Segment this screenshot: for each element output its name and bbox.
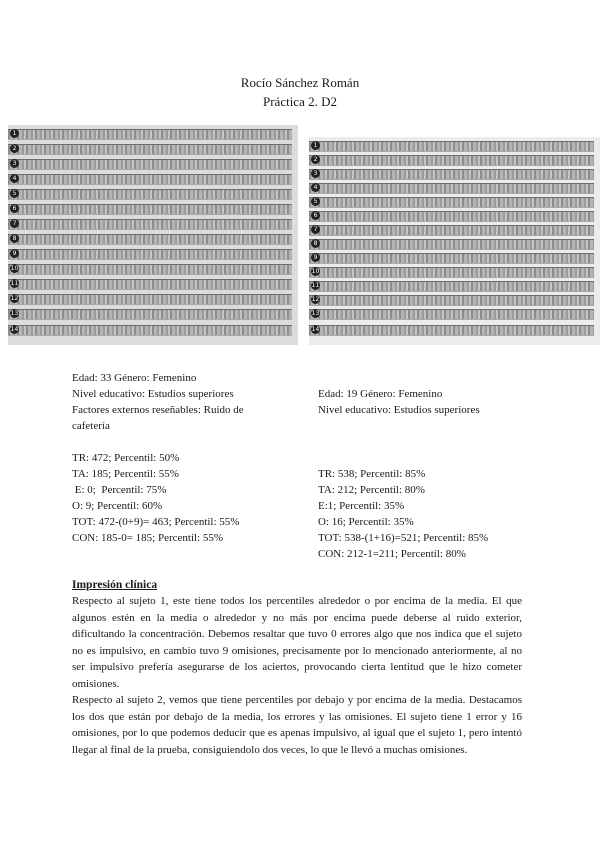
- test-row: [309, 211, 594, 222]
- test-row: [8, 129, 292, 140]
- test-row: [309, 295, 594, 306]
- row-number: 10: [10, 265, 19, 272]
- row-number: 3: [311, 169, 320, 178]
- row-number: 7: [10, 219, 19, 228]
- test-row: [8, 159, 292, 170]
- test-row: [309, 309, 594, 320]
- row-number: 6: [10, 204, 19, 213]
- test-row: [309, 281, 594, 292]
- test-row: [309, 183, 594, 194]
- practice-title: Práctica 2. D2: [262, 94, 337, 109]
- row-number: 5: [10, 189, 19, 198]
- row-number: 3: [10, 159, 19, 168]
- test-row: [8, 249, 292, 260]
- subject1-score-e: E: 0; Percentil: 75%: [72, 484, 167, 496]
- row-number: 9: [311, 253, 320, 262]
- row-number: 14: [10, 326, 19, 333]
- test-row: [309, 253, 594, 264]
- subject1-age-gender: Edad: 33 Género: Femenino: [72, 372, 197, 384]
- subject1-score-ta: TA: 185; Percentil: 55%: [72, 468, 179, 480]
- row-number: 6: [311, 211, 320, 220]
- test-row: [309, 155, 594, 166]
- subject1-score-con: CON: 185-0= 185; Percentil: 55%: [72, 532, 224, 544]
- test-row: [309, 267, 594, 278]
- spacer: [318, 418, 538, 434]
- test-row: [309, 197, 594, 208]
- clinical-impression-section: [72, 577, 522, 758]
- clinical-impression-subject1: Respecto al sujeto 1, este tiene todos los percentiles alrededor o por encima de la media. El que algunos estén en la media o alrededor y no más por encima puede deberse al ruido exterior, dificultando la concentración. Debemos resaltar que tuvo 0 errores algo que nos indica que el sujeto no es impulsivo, en cambio tuvo 9 omisiones, precisamente por lo mencionado anteriormente, al no ser impulsivo prefería asegurarse de los aciertos, provocando cierta lentitud que le hizo cometer omisiones.: [72, 595, 522, 690]
- test-row: [8, 234, 292, 245]
- subject2-score-tot: TOT: 538-(1+16)=521; Percentil: 85%: [318, 532, 489, 544]
- row-number: 2: [10, 144, 19, 153]
- test-row: [309, 239, 594, 250]
- row-number: 4: [311, 183, 320, 192]
- subject2-score-tr: TR: 538; Percentil: 85%: [318, 468, 426, 480]
- subject2-age-gender: Edad: 19 Género: Femenino: [318, 388, 443, 400]
- subject1-external-factors: Factores externos reseñables: Ruido de: [72, 404, 244, 416]
- test-row: [8, 144, 292, 155]
- clinical-impression-subject2: Respecto al sujeto 2, vemos que tiene percentiles por debajo y por encima de la media. Destacamos los dos que están por debajo de la media, los errores y las omisiones. El sujeto tiene 1 error y 16 omisiones, por lo que podemos deducir que es apenas impulsivo, al igual que el sujeto 1, pero intentó llegar al final de la prueba, consiguiendolo dos veces, lo que le llevó a muchas omisiones.: [72, 694, 522, 756]
- subject1-education: Nivel educativo: Estudios superiores: [72, 388, 234, 400]
- row-number: 11: [10, 280, 19, 287]
- test-row: [309, 169, 594, 180]
- test-row: [8, 279, 292, 290]
- row-number: 1: [10, 129, 19, 138]
- clinical-impression-title: Impresión clínica: [72, 579, 158, 591]
- subject1-score-tr: TR: 472; Percentil: 50%: [72, 452, 180, 464]
- subject1-score-tot: TOT: 472-(0+9)= 463; Percentil: 55%: [72, 516, 240, 528]
- subject1-info: [72, 370, 294, 546]
- row-number: 9: [10, 249, 19, 258]
- test-sheet-photo-1: [8, 125, 298, 345]
- row-number: 4: [10, 174, 19, 183]
- row-number: 8: [311, 239, 320, 248]
- test-row: [8, 325, 292, 336]
- row-number: 14: [311, 326, 320, 333]
- test-row: [8, 264, 292, 275]
- row-number: 7: [311, 225, 320, 234]
- test-row: [8, 219, 292, 230]
- row-number: 1: [311, 141, 320, 150]
- row-number: 2: [311, 155, 320, 164]
- test-row: [8, 294, 292, 305]
- test-row: [8, 309, 292, 320]
- row-number: 8: [10, 234, 19, 243]
- spacer: [318, 450, 538, 466]
- test-row: [309, 225, 594, 236]
- row-number: 13: [311, 310, 320, 317]
- test-row: [8, 174, 292, 185]
- spacer: [72, 434, 294, 450]
- row-number: 12: [10, 295, 19, 302]
- subject2-education: Nivel educativo: Estudios superiores: [318, 404, 480, 416]
- subject2-score-con: CON: 212-1=211; Percentil: 80%: [318, 548, 466, 560]
- subject1-score-o: O: 9; Percentil: 60%: [72, 500, 163, 512]
- row-number: 12: [311, 296, 320, 303]
- test-row: [8, 204, 292, 215]
- row-number: 11: [311, 282, 320, 289]
- subject1-external-factors-cont: cafetería: [72, 420, 110, 432]
- subject2-info: [318, 386, 538, 562]
- test-sheet-photo-2: [309, 137, 600, 345]
- subject2-score-o: O: 16; Percentil: 35%: [318, 516, 414, 528]
- test-row: [8, 189, 292, 200]
- row-number: 5: [311, 197, 320, 206]
- test-row: [309, 141, 594, 152]
- test-row: [309, 325, 594, 336]
- document-header: [0, 73, 600, 111]
- subject2-score-ta: TA: 212; Percentil: 80%: [318, 484, 425, 496]
- spacer: [318, 434, 538, 450]
- row-number: 13: [10, 310, 19, 317]
- row-number: 10: [311, 268, 320, 275]
- author-name: Rocío Sánchez Román: [240, 75, 360, 90]
- subject2-score-e: E:1; Percentil: 35%: [318, 500, 405, 512]
